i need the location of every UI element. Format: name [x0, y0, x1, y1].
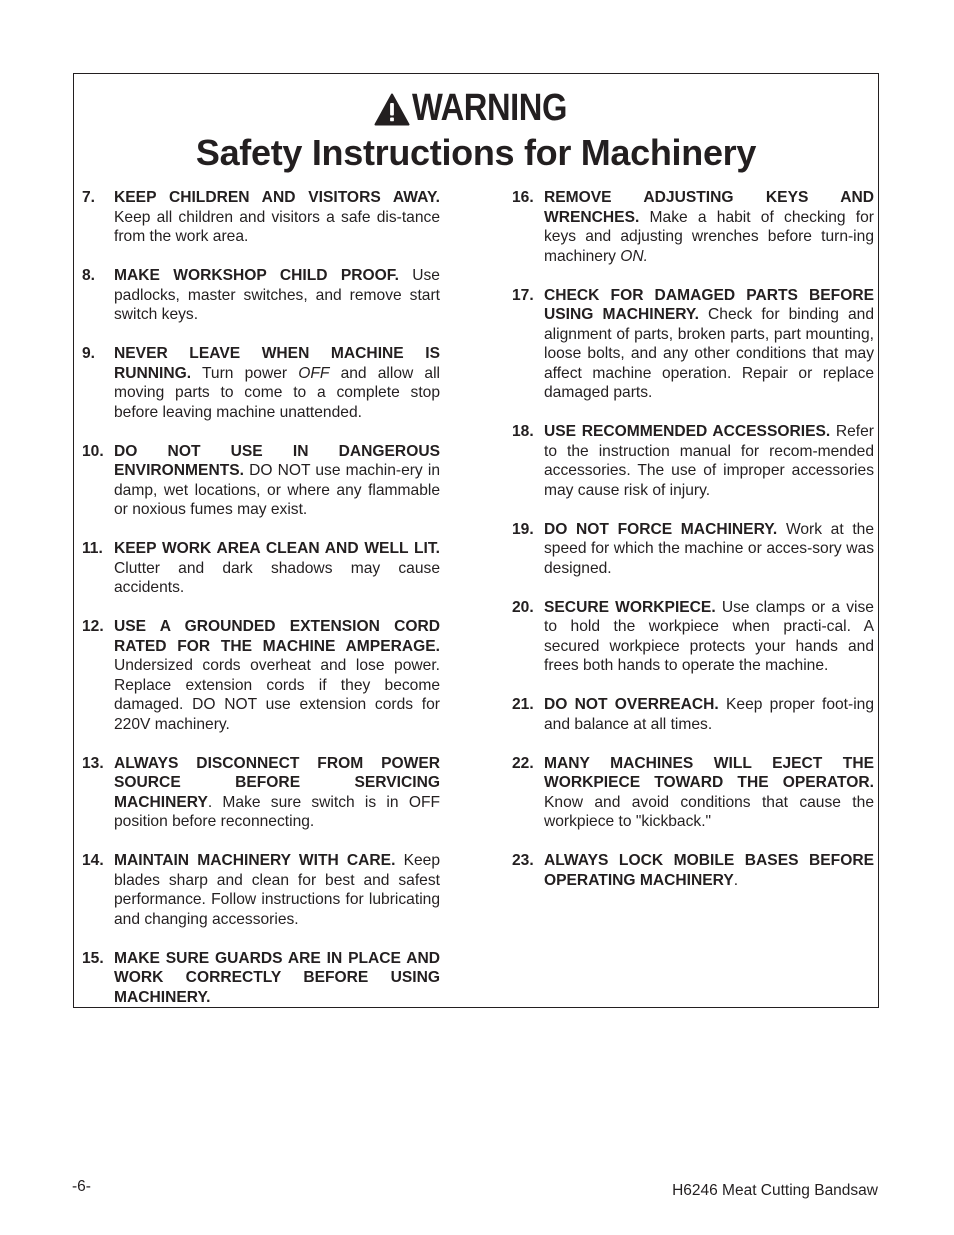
- list-item: [80, 754, 440, 832]
- left-column: [80, 188, 440, 1027]
- item-heading: SECURE WORKPIECE.: [544, 598, 716, 616]
- list-item: [80, 344, 440, 422]
- item-text: Use clamps or a vise to hold the workpiece when practi-cal. A secured workpiece protects your hands and frees both hands to operate the machine.: [544, 598, 874, 674]
- list-item: [510, 422, 874, 500]
- list-item: [80, 617, 440, 734]
- item-text: Turn power: [201, 364, 299, 382]
- item-number: 20.: [512, 598, 534, 616]
- item-heading: MANY MACHINES WILL EJECT THE WORKPIECE TOWARD THE OPERATOR.: [544, 754, 874, 791]
- list-item: [80, 949, 440, 1008]
- right-column: [510, 188, 874, 910]
- item-text-emphasis: OFF: [298, 364, 330, 382]
- item-text: Clutter and dark shadows may cause accidents.: [114, 559, 440, 596]
- list-item: [510, 598, 874, 676]
- item-heading: USE A GROUNDED EXTENSION CORD RATED FOR THE MACHINE AMPERAGE.: [114, 618, 440, 655]
- item-heading: ALWAYS LOCK MOBILE BASES BEFORE OPERATING MACHINERY: [544, 852, 874, 889]
- list-item: [510, 695, 874, 734]
- warning-label: WARNING: [412, 86, 567, 129]
- list-item: [80, 851, 440, 929]
- safety-box: [73, 73, 879, 1008]
- item-number: 9.: [82, 345, 96, 362]
- item-text: Work at the speed for which the machine or acces-sory was designed.: [544, 520, 875, 577]
- item-heading: ALWAYS DISCONNECT FROM POWER SOURCE BEFORE SERVICING MACHINERY: [114, 754, 440, 811]
- item-number: 7.: [82, 189, 96, 206]
- item-number: 19.: [512, 520, 534, 538]
- item-number: 21.: [512, 696, 534, 713]
- warning-triangle-icon: [374, 93, 410, 126]
- warning-header: [74, 88, 878, 128]
- list-item: [80, 442, 440, 520]
- item-heading: KEEP CHILDREN AND VISITORS AWAY.: [114, 189, 440, 206]
- list-item: [80, 188, 440, 247]
- item-text: Keep all children and visitors a safe dis-tance from the work area.: [114, 208, 440, 245]
- list-item: [510, 188, 874, 266]
- list-item: [510, 286, 874, 403]
- item-heading: USE RECOMMENDED ACCESSORIES.: [544, 423, 831, 440]
- item-text: Undersized cords overheat and lose power. Replace extension cords if they become damaged. DO NOT use extension cords for 220V machinery.: [114, 657, 440, 733]
- item-number: 23.: [512, 852, 534, 869]
- item-text: Keep proper foot-ing and balance at all times.: [544, 696, 874, 733]
- item-text: and allow all moving parts to come to a complete stop before leaving machine unattended.: [114, 364, 441, 421]
- item-heading: CHECK FOR DAMAGED PARTS BEFORE USING MACHINERY.: [544, 286, 874, 323]
- list-item: [80, 266, 440, 325]
- item-number: 13.: [82, 754, 104, 772]
- item-number: 10.: [82, 442, 104, 460]
- item-number: 11.: [82, 540, 103, 557]
- page-title: Safety Instructions for Machinery: [195, 132, 757, 173]
- item-heading: DO NOT USE IN DANGEROUS ENVIRONMENTS.: [114, 442, 440, 479]
- list-item: [510, 520, 874, 579]
- item-number: 8.: [82, 267, 96, 284]
- item-text: . Make sure switch is in OFF position before reconnecting.: [114, 793, 440, 830]
- item-text: Check for binding and alignment of parts, broken parts, part mounting, loose bolts, and any other conditions that may affect machine operation. Repair or replace damaged parts.: [544, 306, 874, 401]
- item-text: Make a habit of checking for keys and adjusting wrenches before turn-ing machinery: [544, 208, 874, 265]
- item-number: 14.: [82, 852, 104, 869]
- item-text: .: [733, 871, 739, 889]
- item-text: Refer to the instruction manual for recom-mended accessories. The use of improper accessories may cause risk of injury.: [544, 423, 874, 499]
- item-number: 15.: [82, 949, 104, 967]
- item-heading: KEEP WORK AREA CLEAN AND WELL LIT.: [114, 540, 440, 557]
- item-heading: MAINTAIN MACHINERY WITH CARE.: [114, 852, 396, 869]
- item-text: Know and avoid conditions that cause the workpiece to "kickback.": [544, 793, 874, 830]
- item-heading: DO NOT FORCE MACHINERY.: [544, 520, 778, 538]
- item-text: DO NOT use machin-ery in damp, wet locations, or where any flammable or noxious fumes may exist.: [114, 462, 440, 518]
- item-heading: MAKE SURE GUARDS ARE IN PLACE AND WORK CORRECTLY BEFORE USING MACHINERY.: [114, 949, 440, 1006]
- item-number: 22.: [512, 754, 534, 772]
- item-number: 16.: [512, 189, 534, 206]
- item-heading: NEVER LEAVE WHEN MACHINE IS RUNNING.: [114, 345, 440, 382]
- list-item: [80, 539, 440, 598]
- list-item: [510, 851, 874, 890]
- item-text-emphasis: ON.: [620, 247, 648, 265]
- list-item: [510, 754, 874, 832]
- item-number: 12.: [82, 618, 104, 635]
- item-number: 17.: [512, 286, 534, 304]
- document-model-name: H6246 Meat Cutting Bandsaw: [672, 1182, 878, 1199]
- item-heading: DO NOT OVERREACH.: [544, 696, 719, 713]
- item-number: 18.: [512, 423, 534, 440]
- item-heading: REMOVE ADJUSTING KEYS AND WRENCHES.: [544, 189, 874, 226]
- page-number: -6-: [72, 1178, 91, 1195]
- item-text: Keep blades sharp and clean for best and safest performance. Follow instructions for lubricating and changing accessories.: [114, 852, 440, 928]
- item-text: Use padlocks, master switches, and remove start switch keys.: [114, 267, 440, 323]
- item-heading: MAKE WORKSHOP CHILD PROOF.: [114, 267, 399, 284]
